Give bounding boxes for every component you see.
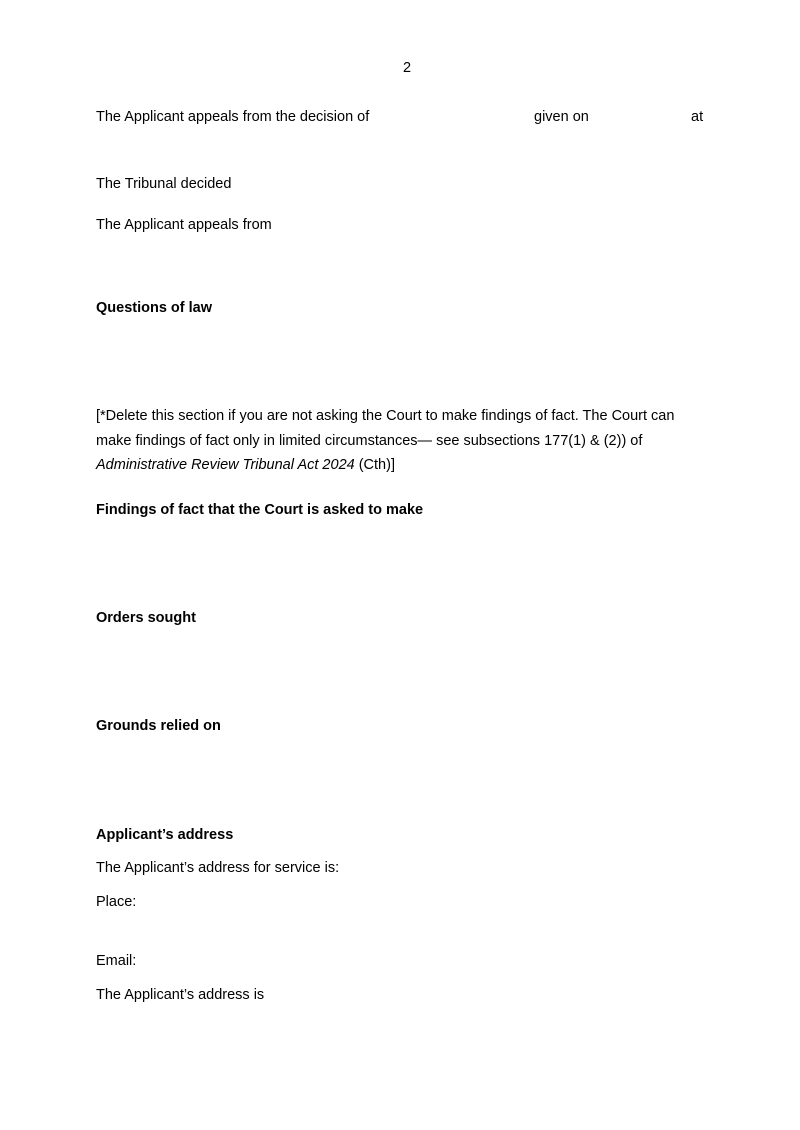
act-title: Administrative Review Tribunal Act 2024 <box>96 457 355 473</box>
address-for-service-text: The Applicant’s address for service is: <box>96 860 340 876</box>
applicant-address-text: The Applicant’s address is <box>96 987 265 1003</box>
orders-sought-heading: Orders sought <box>96 610 196 626</box>
place-label: Place: <box>96 894 137 910</box>
tribunal-decided-text: The Tribunal decided <box>96 176 232 192</box>
email-label: Email: <box>96 953 137 969</box>
findings-note <box>96 404 696 478</box>
findings-note-suffix: (Cth)] <box>354 457 395 473</box>
appeal-given-on: given on <box>534 109 589 125</box>
grounds-relied-on-heading: Grounds relied on <box>96 718 221 734</box>
findings-note-text: [*Delete this section if you are not asking the Court to make findings of fact. The Court can make findings of fact only in limited circumstances— see subsections 177(1) & (2)) of <box>96 408 675 449</box>
appeal-at: at <box>691 109 704 125</box>
applicants-address-heading: Applicant’s address <box>96 827 234 843</box>
findings-of-fact-heading: Findings of fact that the Court is asked to make <box>96 502 424 518</box>
applicant-appeals-from-text: The Applicant appeals from <box>96 217 272 233</box>
page-number: 2 <box>403 60 412 76</box>
questions-of-law-heading: Questions of law <box>96 300 213 316</box>
appeal-decision-text: The Applicant appeals from the decision of <box>96 109 370 125</box>
